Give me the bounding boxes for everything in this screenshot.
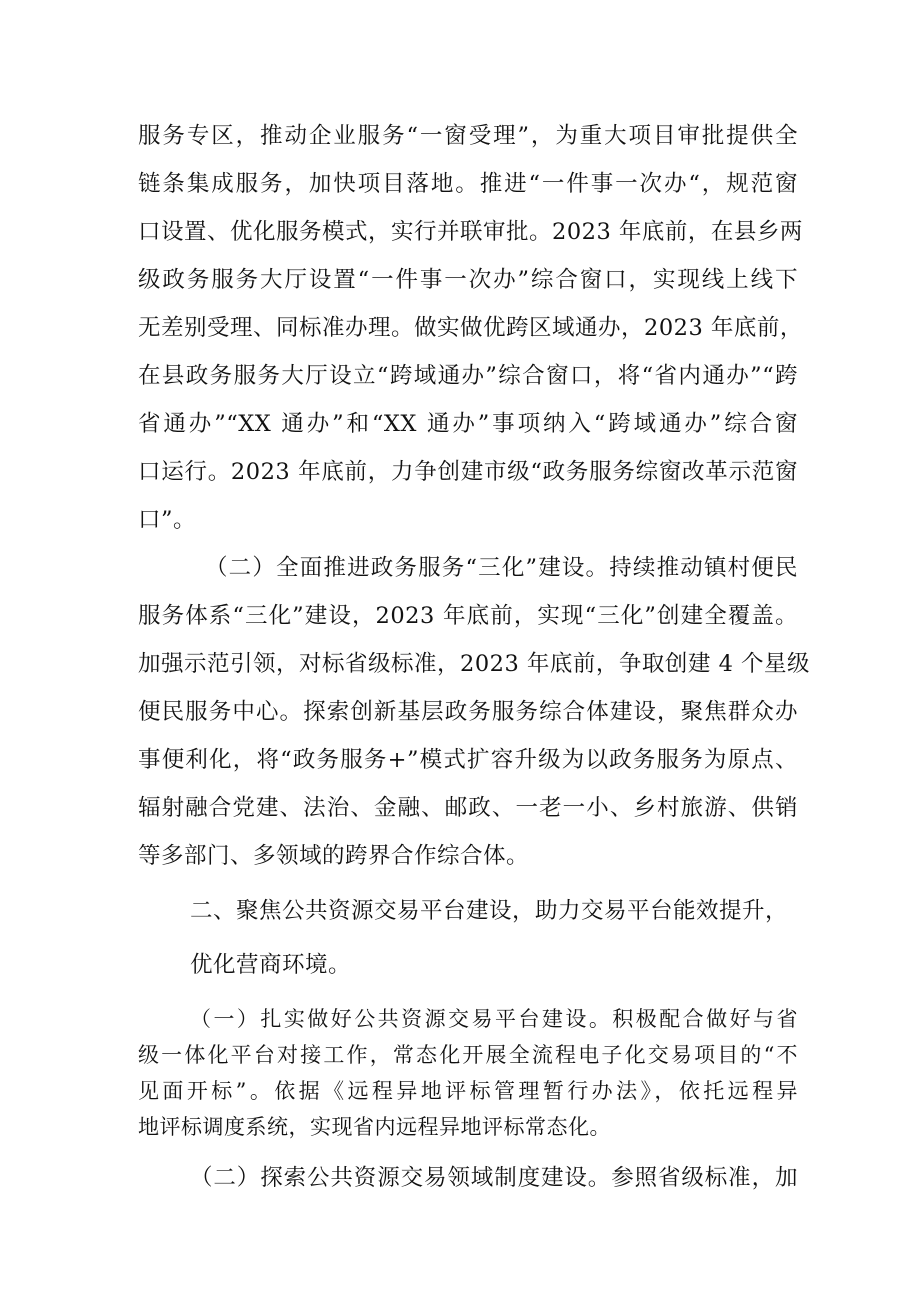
section-heading-line-2: 优化营商环境。 — [190, 952, 352, 978]
paragraph-1-line-2: 链条集成服务，加快项目落地。推进“一件事一次办“，规范窗 — [138, 171, 798, 197]
paragraph-4-line-3: 见面开标”。依据《远程异地评标管理暂行办法》，依托远程异 — [138, 1079, 798, 1103]
paragraph-4-line-1: （一）扎实做好公共资源交易平台建设。积极配合做好与省 — [190, 1007, 798, 1031]
paragraph-2-line-6: 辐射融合党建、法治、金融、邮政、一老一小、乡村旅游、供销 — [138, 795, 798, 821]
paragraph-2-line-3: 加强示范引领，对标省级标准，2023 年底前，争取创建 4 个星级 — [138, 651, 811, 677]
paragraph-2-line-1: （二）全面推进政务服务“三化”建设。持续推动镇村便民 — [205, 555, 798, 581]
paragraph-1-line-9: 口”。 — [138, 507, 197, 533]
paragraph-1-line-6: 在县政务服务大厅设立“跨域通办”综合窗口，将“省内通办”“跨 — [138, 363, 798, 389]
paragraph-1-line-1: 服务专区，推动企业服务“一窗受理”，为重大项目审批提供全 — [138, 123, 798, 149]
paragraph-1-line-7: 省通办”“XX 通办”和“XX 通办”事项纳入“跨域通办”综合窗 — [138, 411, 798, 437]
paragraph-4-line-4: 地评标调度系统，实现省内远程异地评标常态化。 — [138, 1115, 611, 1139]
paragraph-5-line-1: （二）探索公共资源交易领域制度建设。参照省级标准，加 — [190, 1165, 798, 1191]
paragraph-2-line-5: 事便利化，将“政务服务+”模式扩容升级为以政务服务为原点、 — [138, 747, 798, 773]
paragraph-1-line-5: 无差别受理、同标准办理。做实做优跨区域通办，2023 年底前， — [138, 315, 803, 341]
paragraph-2-line-7: 等多部门、多领域的跨界合作综合体。 — [138, 843, 530, 869]
section-heading-line-1: 二、聚焦公共资源交易平台建设，助力交易平台能效提升， — [190, 898, 789, 924]
paragraph-1-line-8: 口运行。2023 年底前，力争创建市级“政务服务综窗改革示范窗 — [138, 459, 798, 485]
paragraph-2-line-2: 服务体系“三化”建设，2023 年底前，实现“三化”创建全覆盖。 — [138, 603, 798, 629]
paragraph-1-line-3: 口设置、优化服务模式，实行并联审批。2023 年底前，在县乡两 — [138, 219, 803, 245]
paragraph-2-line-4: 便民服务中心。探索创新基层政务服务综合体建设，聚焦群众办 — [138, 699, 798, 725]
paragraph-1-line-4: 级政务服务大厅设置“一件事一次办”综合窗口，实现线上线下 — [138, 267, 798, 293]
paragraph-4-line-2: 级一体化平台对接工作，常态化开展全流程电子化交易项目的“不 — [138, 1043, 798, 1067]
